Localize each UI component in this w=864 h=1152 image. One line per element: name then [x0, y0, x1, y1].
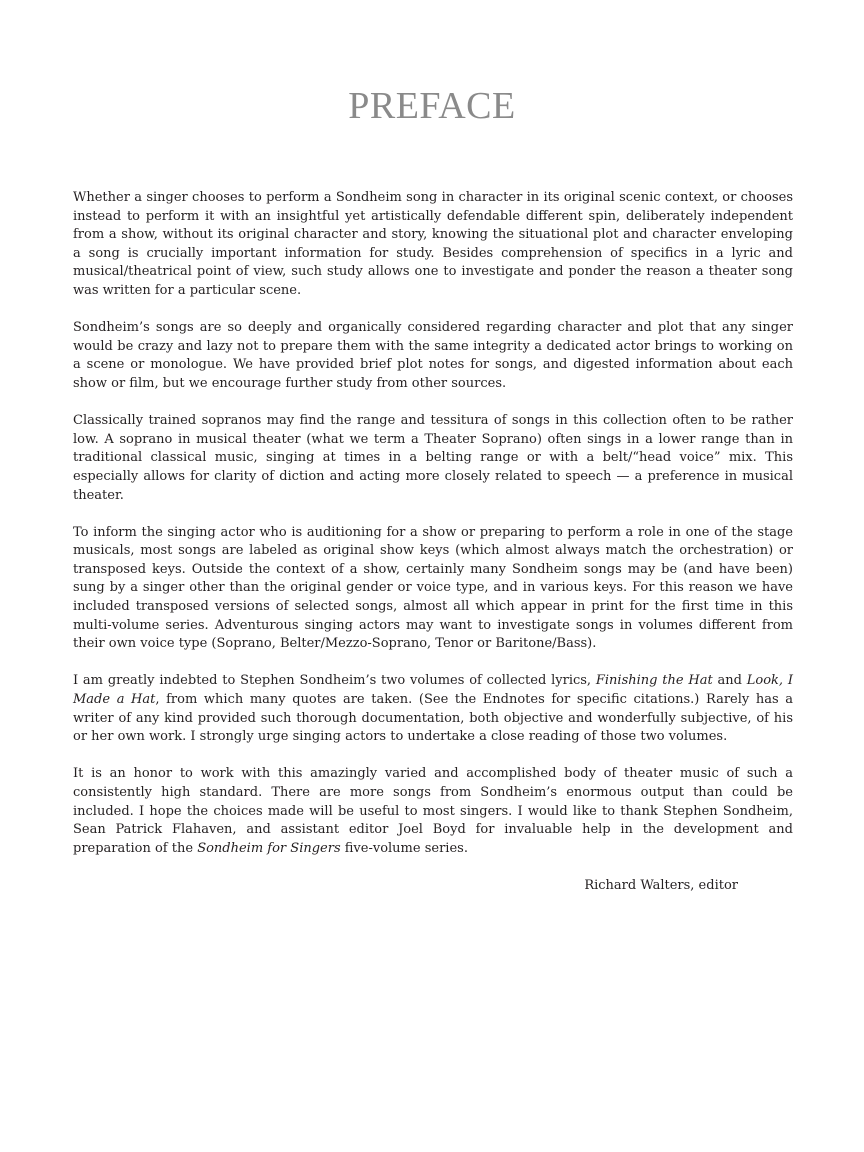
editor-signature: Richard Walters, editor: [584, 877, 738, 893]
paragraph-5-text-b: and: [712, 673, 747, 689]
book-title-finishing-the-hat: Finishing the Hat: [595, 673, 713, 689]
preface-body: [73, 189, 793, 896]
paragraph-6-text-a: It is an honor to work with this amazingly varied and accomplished body of theater music of such a consistently high standard. There are more songs from Sondheim’s enormous output than could be included. I hope the choices made will be useful to most singers. I would like to thank Stephen Sondheim, Sean Patrick Flahaven, and assistant editor Joel Boyd for invaluable help in the development and preparation of the: [73, 766, 793, 856]
series-title-sondheim-for-singers: Sondheim for Singers: [197, 840, 341, 856]
paragraph-5: [73, 672, 793, 746]
paragraph-6-text-b: five-volume series.: [340, 840, 468, 856]
book-title-look-i-made-a-hat: Look, I Made a Hat: [73, 673, 793, 708]
paragraph-1: Whether a singer chooses to perform a Sondheim song in character in its original scenic context, or chooses instead to perform it with an insightful yet artistically defendable different spin, deliberately independent from a show, without its original character and story, knowing the situational plot and character enveloping a song is crucially important information for study. Besides comprehension of specifics in a lyric and musical/theatrical point of view, such study allows one to investigate and ponder the reason a theater song was written for a particular scene.: [73, 190, 793, 298]
paragraph-5-text-a: I am greatly indebted to Stephen Sondheim’s two volumes of collected lyrics,: [73, 673, 596, 689]
paragraph-4: To inform the singing actor who is auditioning for a show or preparing to perform a role in one of the stage musicals, most songs are labeled as original show keys (which almost always match the orchestration) or transposed keys. Outside the context of a show, certainly many Sondheim songs may be (and have been) sung by a singer other than the original gender or voice type, and in various keys. For this reason we have included transposed versions of selected songs, almost all which appear in print for the first time in this multi-volume series. Adventurous singing actors may want to investigate songs in volumes different from their own voice type (Soprano, Belter/Mezzo-Soprano, Tenor or Baritone/Bass).: [73, 524, 793, 652]
paragraph-5-text-c: , from which many quotes are taken. (See the Endnotes for specific citations.) Rarely has a writer of any kind provided such thorough documentation, both objective and wonderfully subjective, of his or her own work. I strongly urge singing actors to undertake a close reading of those two volumes.: [73, 692, 794, 745]
paragraph-6: [73, 765, 793, 858]
paragraph-3: Classically trained sopranos may find the range and tessitura of songs in this collection often to be rather low. A soprano in musical theater (what we term a Theater Soprano) often sings in a lower range than in traditional classical music, singing at times in a belting range or with a belt/“head voice” mix. This especially allows for clarity of diction and acting more closely related to speech — a preference in musical theater.: [73, 413, 793, 503]
paragraph-2: Sondheim’s songs are so deeply and organically considered regarding character and plot that any singer would be crazy and lazy not to prepare them with the same integrity a dedicated actor brings to working on a scene or monologue. We have provided brief plot notes for songs, and digested information about each show or film, but we encourage further study from other sources.: [73, 320, 793, 391]
page-title: PREFACE: [348, 85, 516, 127]
